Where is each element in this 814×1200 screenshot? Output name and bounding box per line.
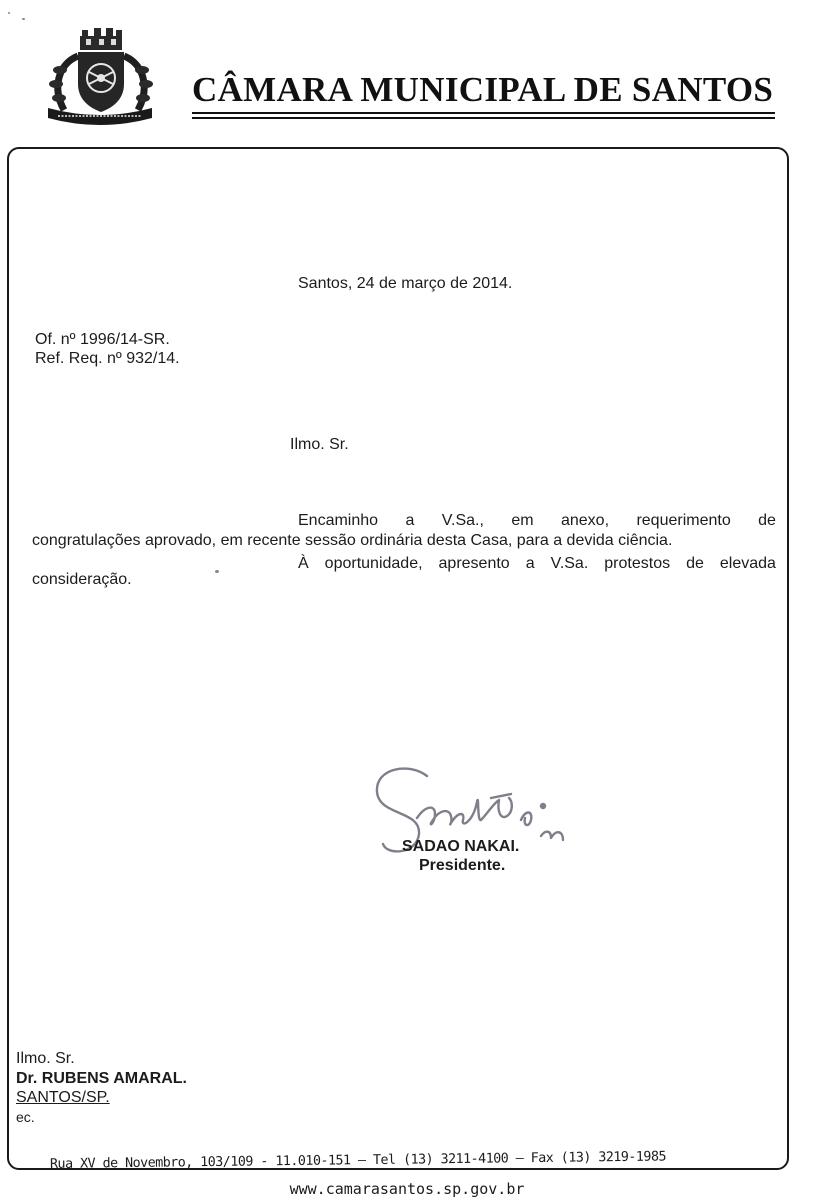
office-number: Of. nº 1996/14-SR.	[35, 331, 170, 348]
page-title: CÂMARA MUNICIPAL DE SANTOS	[192, 70, 774, 109]
word: a	[525, 555, 535, 572]
word: de	[686, 555, 704, 572]
signatory-title: Presidente.	[419, 857, 506, 874]
reference-number: Ref. Req. nº 932/14.	[35, 350, 180, 367]
word: elevada	[719, 555, 776, 572]
word: em	[511, 512, 534, 529]
paragraph1-first-line	[298, 512, 776, 530]
paragraph1-second-line: congratulações aprovado, em recente sessão ordinária desta Casa, para a devida ciência.	[32, 532, 673, 549]
letter-frame	[7, 147, 789, 1170]
scan-speck	[22, 18, 25, 20]
recipient-salutation: Ilmo. Sr.	[16, 1050, 75, 1067]
recipient-city: SANTOS/SP.	[16, 1089, 110, 1106]
footer-website: www.camarasantos.sp.gov.br	[289, 1180, 525, 1198]
footer-address: Rua XV de Novembro, 103/109 - 11.010-151 – Tel (13) 3211-4100 – Fax (13) 3219-1985	[49, 1149, 667, 1172]
paragraph2-second-line: consideração.	[32, 571, 132, 588]
scan-speck	[8, 12, 10, 14]
word: V.Sa.	[550, 555, 589, 572]
title-underline	[192, 112, 775, 114]
word: apresento	[438, 555, 510, 572]
title-underline-second	[192, 117, 775, 119]
word: protestos	[604, 555, 671, 572]
word: Encaminho	[298, 512, 379, 529]
word: oportunidade,	[324, 555, 423, 572]
recipient-name: Dr. RUBENS AMARAL.	[16, 1070, 187, 1087]
salutation: Ilmo. Sr.	[290, 436, 349, 453]
word: de	[758, 512, 776, 529]
word: À	[298, 555, 309, 572]
word: requerimento	[636, 512, 731, 529]
date-line: Santos, 24 de março de 2014.	[298, 275, 513, 292]
coat-of-arms-logo	[44, 26, 156, 126]
scan-speck	[215, 570, 219, 573]
word: a	[405, 512, 415, 529]
word: V.Sa.,	[441, 512, 484, 529]
signatory-name: SADAO NAKAI.	[402, 838, 520, 855]
recipient-initials: ec.	[16, 1109, 35, 1125]
word: anexo,	[560, 512, 610, 529]
paragraph2-first-line	[298, 555, 776, 573]
